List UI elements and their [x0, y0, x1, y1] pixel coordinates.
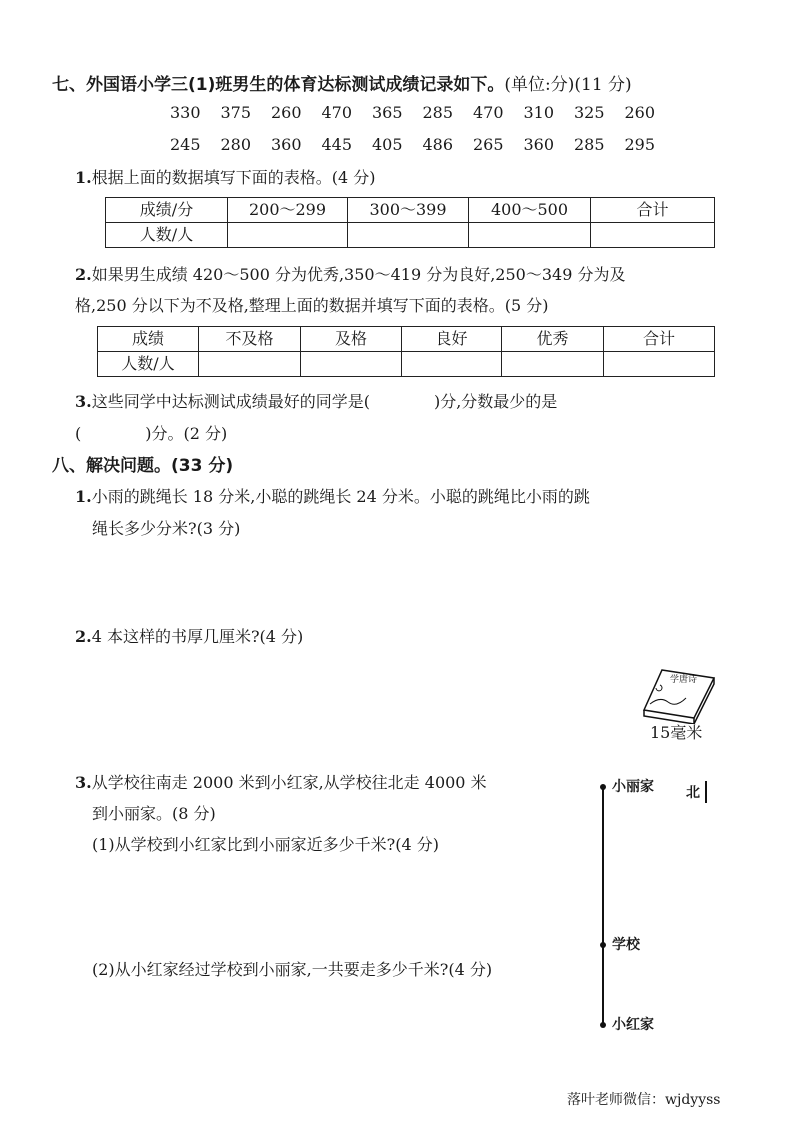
grade-table [97, 326, 715, 377]
table-header: 优秀 [502, 327, 604, 352]
book-icon [640, 668, 716, 724]
table-header: 成绩 [98, 327, 199, 352]
score: 285 [574, 135, 605, 154]
q7-2-line1: 2.如果男生成绩 420～500 分为优秀,350～419 分为良好,250～349 分为及 [75, 265, 626, 284]
score: 325 [574, 103, 605, 122]
q7-1: 1.根据上面的数据填写下面的表格。(4 分) [75, 168, 376, 187]
q8-3-sub2: (2)从小红家经过学校到小丽家,一共要走多少千米?(4 分) [92, 960, 493, 979]
score: 365 [372, 103, 403, 122]
answer-cell[interactable] [348, 223, 469, 248]
book-title: 学唐诗 [670, 675, 698, 685]
scores-row-1 [170, 103, 675, 123]
q8-3-sub1: (1)从学校到小红家比到小丽家近多少千米?(4 分) [92, 835, 439, 854]
score-range-table [105, 197, 715, 248]
score: 260 [624, 103, 656, 122]
score: 285 [422, 103, 454, 122]
q8-3-line1: 3.从学校往南走 2000 米到小红家,从学校往北走 4000 米 [75, 773, 487, 792]
score: 245 [170, 135, 201, 154]
answer-cell[interactable] [301, 352, 402, 377]
section7-title: 七、外国语小学三(1)班男生的体育达标测试成绩记录如下。(单位:分)(11 分) [52, 75, 632, 95]
table-header: 400～500 [469, 198, 591, 223]
score: 310 [523, 103, 555, 122]
map-point [600, 942, 606, 948]
book-caption: 15毫米 [650, 723, 703, 742]
answer-cell[interactable] [228, 223, 348, 248]
score: 405 [372, 135, 403, 154]
score: 486 [422, 135, 454, 154]
q8-1-line1: 1.小雨的跳绳长 18 分米,小聪的跳绳长 24 分米。小聪的跳绳比小雨的跳 [75, 487, 590, 506]
answer-cell[interactable] [591, 223, 715, 248]
scores-row-2 [170, 135, 675, 155]
score: 330 [170, 103, 201, 122]
footer-note: 落叶老师微信：wjdyyss [567, 1092, 721, 1108]
answer-cell[interactable] [469, 223, 591, 248]
table-header: 不及格 [199, 327, 301, 352]
north-label: 北 [686, 785, 700, 801]
map-label-school: 学校 [612, 937, 640, 953]
score: 360 [523, 135, 555, 154]
table-header: 300～399 [348, 198, 469, 223]
map-label-xiaoli: 小丽家 [612, 779, 654, 795]
table-header: 良好 [402, 327, 502, 352]
score: 445 [321, 135, 353, 154]
table-header: 合计 [591, 198, 715, 223]
score: 470 [473, 103, 504, 122]
score: 260 [271, 103, 302, 122]
q7-3-line1: 3.这些同学中达标测试成绩最好的同学是( )分,分数最少的是 [75, 392, 558, 411]
table-header: 合计 [604, 327, 715, 352]
score: 295 [624, 135, 656, 154]
q7-3-line2: ( )分。(2 分) [75, 424, 228, 443]
row-label: 人数/人 [106, 223, 228, 248]
q8-3-line2: 到小丽家。(8 分) [92, 804, 216, 823]
score: 470 [321, 103, 353, 122]
answer-cell[interactable] [502, 352, 604, 377]
score: 280 [220, 135, 252, 154]
q8-1-line2: 绳长多少分米?(3 分) [92, 519, 241, 538]
table-header: 200～299 [228, 198, 348, 223]
map-point [600, 784, 606, 790]
table-header: 及格 [301, 327, 402, 352]
q8-2: 2.4 本这样的书厚几厘米?(4 分) [75, 627, 304, 646]
map-label-xiaohong: 小红家 [612, 1017, 654, 1033]
row-label: 人数/人 [98, 352, 199, 377]
map-line [602, 787, 604, 1025]
north-arrow-icon [705, 781, 707, 803]
map-point [600, 1022, 606, 1028]
score: 265 [473, 135, 504, 154]
score: 375 [220, 103, 252, 122]
answer-cell[interactable] [604, 352, 715, 377]
section8-title: 八、解决问题。(33 分) [52, 456, 234, 476]
answer-cell[interactable] [199, 352, 301, 377]
score: 360 [271, 135, 302, 154]
answer-cell[interactable] [402, 352, 502, 377]
section7-title-note: (单位:分)(11 分) [504, 75, 632, 95]
table-header: 成绩/分 [106, 198, 228, 223]
q7-2-line2: 格,250 分以下为不及格,整理上面的数据并填写下面的表格。(5 分) [75, 296, 549, 315]
